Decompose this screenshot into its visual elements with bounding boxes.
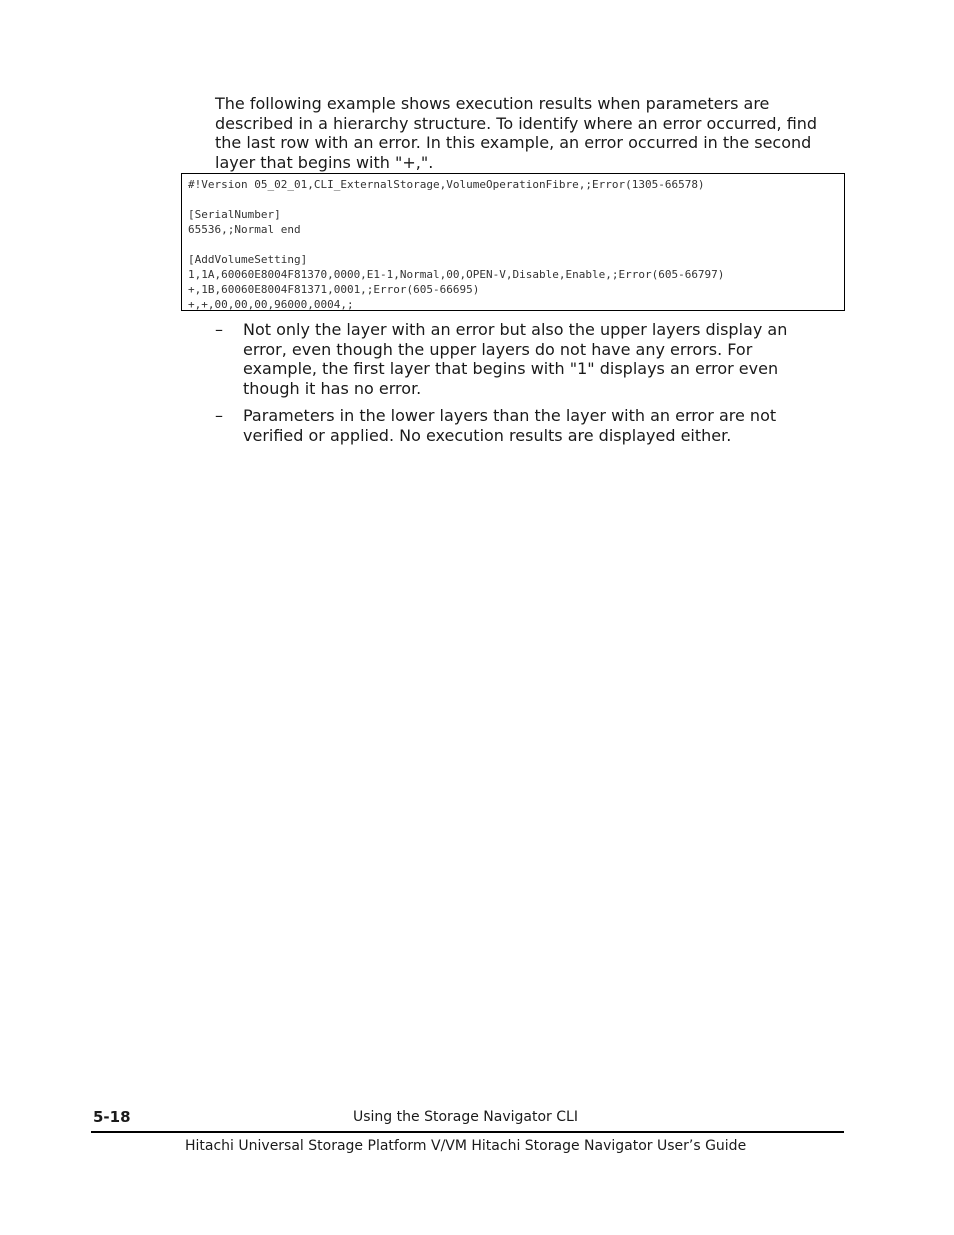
code-line: 1,1A,60060E8004F81370,0000,E1-1,Normal,00,OPEN-V,Disable,Enable,;Error(605-66797) bbox=[188, 268, 725, 281]
code-line bbox=[188, 237, 838, 252]
footer-divider bbox=[91, 1131, 844, 1133]
list-item bbox=[215, 320, 825, 399]
page-number: 5-18 bbox=[93, 1108, 131, 1126]
list-item bbox=[215, 406, 825, 445]
intro-paragraph: The following example shows execution results when parameters are described in a hierarchy structure. To identify where an error occurred, find the last row with an error. In this example, an error occurred in the second layer that begins with "+,". bbox=[215, 94, 818, 173]
code-line: +,+,00,00,00,96000,0004,; bbox=[188, 298, 354, 311]
code-line: +,1B,60060E8004F81371,0001,;Error(605-66695) bbox=[188, 283, 480, 296]
code-example-box bbox=[181, 173, 845, 311]
bullet-text: Parameters in the lower layers than the layer with an error are not verified or applied. No execution results are displayed either. bbox=[243, 405, 777, 445]
bullet-text: Not only the layer with an error but also the upper layers display an error, even though the upper layers do not have any errors. For example, the first layer that begins with "1" displays an error even though it has no error. bbox=[243, 320, 788, 399]
code-line: 65536,;Normal end bbox=[188, 223, 301, 236]
guide-title: Hitachi Universal Storage Platform V/VM Hitachi Storage Navigator User’s Guide bbox=[185, 1138, 747, 1154]
code-line bbox=[188, 192, 838, 207]
bullet-marker: – bbox=[215, 320, 223, 339]
code-line: [SerialNumber] bbox=[188, 208, 281, 221]
code-line: [AddVolumeSetting] bbox=[188, 253, 308, 266]
code-line: #!Version 05_02_01,CLI_ExternalStorage,VolumeOperationFibre,;Error(1305-66578) bbox=[188, 178, 705, 191]
bullet-list bbox=[215, 320, 825, 452]
bullet-marker: – bbox=[215, 405, 223, 425]
section-title: Using the Storage Navigator CLI bbox=[353, 1109, 578, 1125]
